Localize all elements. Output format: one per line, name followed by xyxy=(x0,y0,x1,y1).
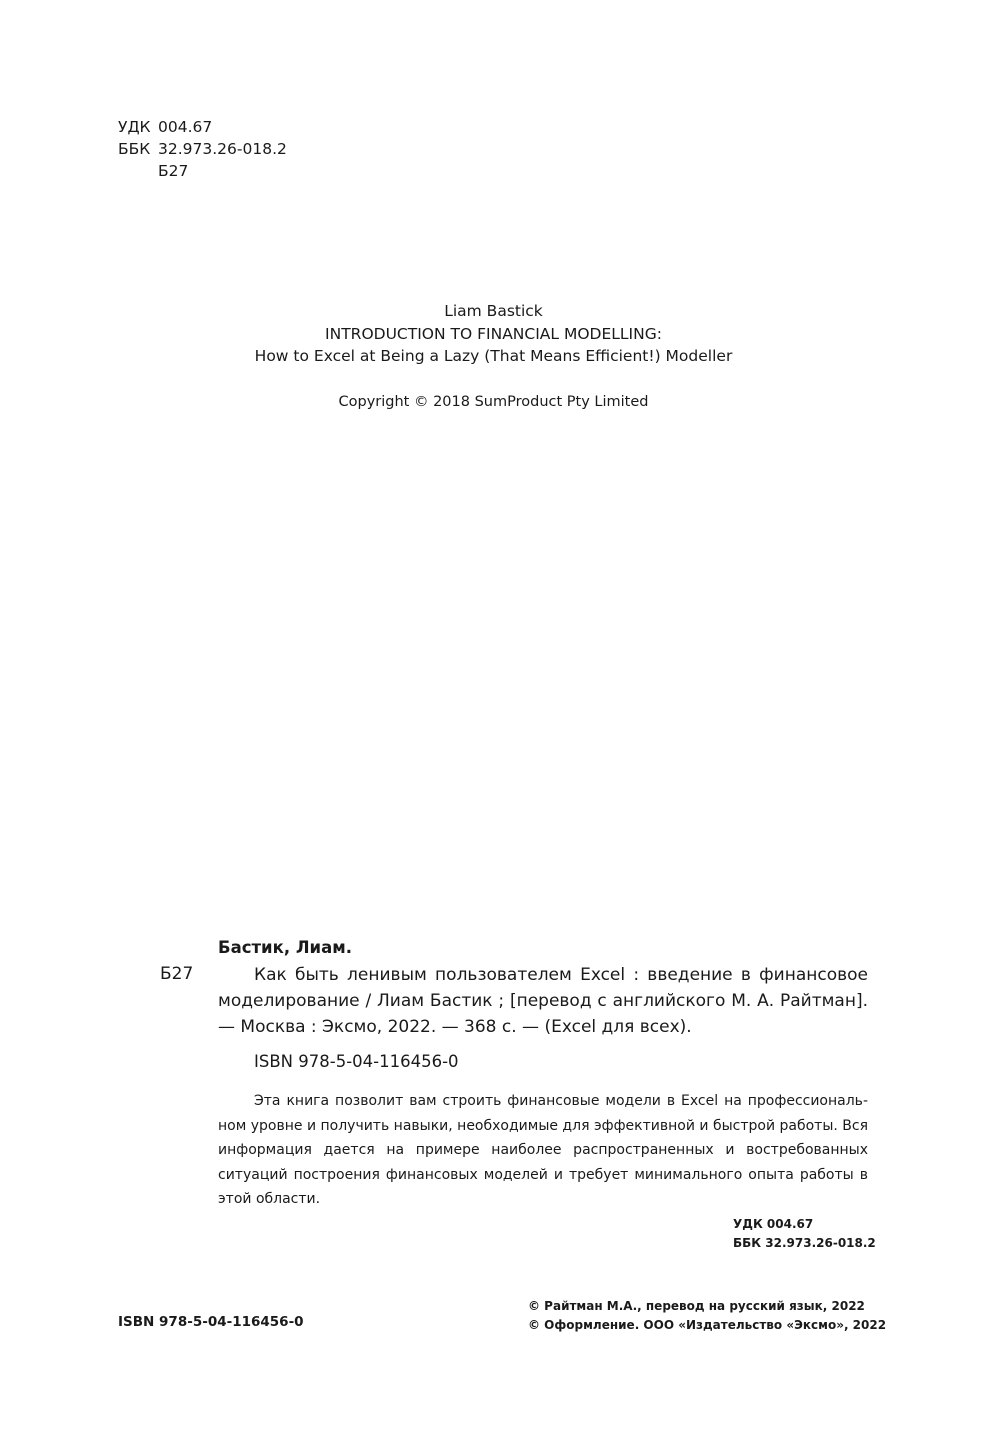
author-mark: Б27 xyxy=(158,162,189,180)
bbk-label: ББК xyxy=(118,140,151,158)
original-title: INTRODUCTION TO FINANCIAL MODELLING: xyxy=(325,325,662,343)
card-description: Как быть ленивым пользователем Excel : введение в финансовое моделирование / Лиам Бастик ; [перевод с английского М. А. Райтман]. — Москва : Эксмо, 2022. — 368 с. — (Excel для всех). xyxy=(218,965,868,1037)
bbk-value: 32.973.26-018.2 xyxy=(158,140,287,158)
author-mark-row xyxy=(118,160,188,182)
footer-copyrights xyxy=(528,1297,886,1335)
card-annotation: Эта книга позволит вам строить финансовые модели в Excel на профессиональном уровне и получить навыки, необходимые для эффективной и быстрой работы. Вся информация дается на примере наиболее распространенных и востребованных ситуаций построения финансовых моделей и требует минимального опыта работы в этой области. xyxy=(218,1093,868,1207)
card-udk: УДК 004.67 xyxy=(733,1217,814,1231)
copyright-translation: © Райтман М.А., перевод на русский язык, 2022 xyxy=(528,1299,865,1313)
footer-isbn: ISBN 978-5-04-116456-0 xyxy=(118,1314,304,1330)
original-author: Liam Bastick xyxy=(444,302,543,320)
card-codes xyxy=(733,1215,876,1253)
card-isbn: ISBN 978-5-04-116456-0 xyxy=(254,1052,459,1071)
card-code: Б27 xyxy=(160,964,194,984)
copyright-design: © Оформление. ООО «Издательство «Эксмо», 2022 xyxy=(528,1318,887,1332)
udk-row xyxy=(118,116,212,138)
udk-label: УДК xyxy=(118,118,151,136)
card-bbk: ББК 32.973.26-018.2 xyxy=(733,1236,876,1250)
original-subtitle: How to Excel at Being a Lazy (That Means Efficient!) Modeller xyxy=(254,347,733,365)
udk-value: 004.67 xyxy=(158,118,213,136)
card-author-heading: Бастик, Лиам. xyxy=(218,938,352,957)
bbk-row xyxy=(118,138,287,160)
original-copyright: Copyright © 2018 SumProduct Pty Limited xyxy=(338,394,649,410)
